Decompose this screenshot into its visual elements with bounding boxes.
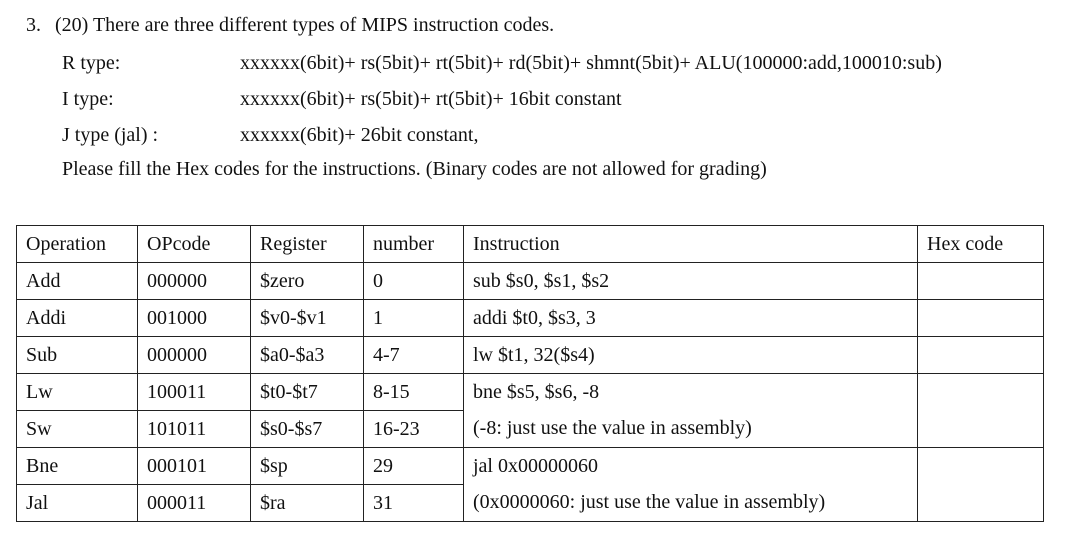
r-type-label: R type:	[62, 52, 121, 74]
register-cell: $s0-$s7	[251, 411, 364, 448]
header-hex-code: Hex code	[918, 226, 1044, 263]
j-type-definition	[62, 124, 478, 147]
number-cell: 1	[364, 300, 464, 337]
operation-cell: Addi	[17, 300, 138, 337]
header-instruction: Instruction	[464, 226, 918, 263]
number-cell: 8-15	[364, 374, 464, 411]
hex-code-cell[interactable]	[918, 300, 1044, 337]
operation-cell: Sub	[17, 337, 138, 374]
hex-code-cell[interactable]	[918, 263, 1044, 300]
instruction-cell: addi $t0, $s3, 3	[464, 300, 918, 337]
opcode-cell: 100011	[138, 374, 251, 411]
i-type-format: xxxxxx(6bit)+ rs(5bit)+ rt(5bit)+ 16bit constant	[240, 88, 622, 110]
i-type-label: I type:	[62, 88, 114, 110]
j-type-format: xxxxxx(6bit)+ 26bit constant,	[240, 124, 479, 146]
header-opcode: OPcode	[138, 226, 251, 263]
table-row	[17, 263, 1044, 300]
r-type-format: xxxxxx(6bit)+ rs(5bit)+ rt(5bit)+ rd(5bit)+ shmnt(5bit)+ ALU(100000:add,100010:sub)	[240, 52, 942, 74]
operation-cell: Sw	[17, 411, 138, 448]
table-row	[17, 485, 1044, 522]
instruction-cell: lw $t1, 32($s4)	[464, 337, 918, 374]
hex-code-cell[interactable]	[918, 485, 1044, 522]
register-cell: $zero	[251, 263, 364, 300]
hex-code-cell[interactable]	[918, 411, 1044, 448]
instruction-cell: jal 0x00000060	[464, 448, 918, 485]
question-text: (20) There are three different types of MIPS instruction codes.	[55, 14, 555, 36]
register-cell: $ra	[251, 485, 364, 522]
table-row	[17, 337, 1044, 374]
table-row	[17, 411, 1044, 448]
register-cell: $sp	[251, 448, 364, 485]
register-cell: $t0-$t7	[251, 374, 364, 411]
table-row	[17, 300, 1044, 337]
table-row	[17, 448, 1044, 485]
header-operation: Operation	[17, 226, 138, 263]
instruction-cell: sub $s0, $s1, $s2	[464, 263, 918, 300]
number-cell: 16-23	[364, 411, 464, 448]
hex-code-cell[interactable]	[918, 374, 1044, 411]
hex-code-cell[interactable]	[918, 337, 1044, 374]
table-row	[17, 374, 1044, 411]
operation-cell: Lw	[17, 374, 138, 411]
instruction-note-cell: (-8: just use the value in assembly)	[464, 411, 918, 448]
number-cell: 31	[364, 485, 464, 522]
header-number: number	[364, 226, 464, 263]
operation-cell: Jal	[17, 485, 138, 522]
question-title	[26, 14, 554, 37]
operation-cell: Add	[17, 263, 138, 300]
mips-instruction-table	[16, 225, 1044, 522]
opcode-cell: 000000	[138, 337, 251, 374]
instruction-cell: bne $s5, $s6, -8	[464, 374, 918, 411]
opcode-cell: 001000	[138, 300, 251, 337]
table-header-row	[17, 226, 1044, 263]
opcode-cell: 000101	[138, 448, 251, 485]
opcode-cell: 000011	[138, 485, 251, 522]
j-type-label: J type (jal) :	[62, 124, 159, 146]
number-cell: 29	[364, 448, 464, 485]
header-register: Register	[251, 226, 364, 263]
opcode-cell: 101011	[138, 411, 251, 448]
i-type-definition	[62, 88, 622, 111]
number-cell: 0	[364, 263, 464, 300]
hex-code-cell[interactable]	[918, 448, 1044, 485]
operation-cell: Bne	[17, 448, 138, 485]
register-cell: $v0-$v1	[251, 300, 364, 337]
r-type-definition	[62, 52, 942, 75]
instruction-note-cell: (0x0000060: just use the value in assembly)	[464, 485, 918, 522]
opcode-cell: 000000	[138, 263, 251, 300]
instructions-note: Please fill the Hex codes for the instructions. (Binary codes are not allowed for grading)	[62, 158, 767, 180]
register-cell: $a0-$a3	[251, 337, 364, 374]
number-cell: 4-7	[364, 337, 464, 374]
question-number: 3.	[26, 14, 41, 36]
